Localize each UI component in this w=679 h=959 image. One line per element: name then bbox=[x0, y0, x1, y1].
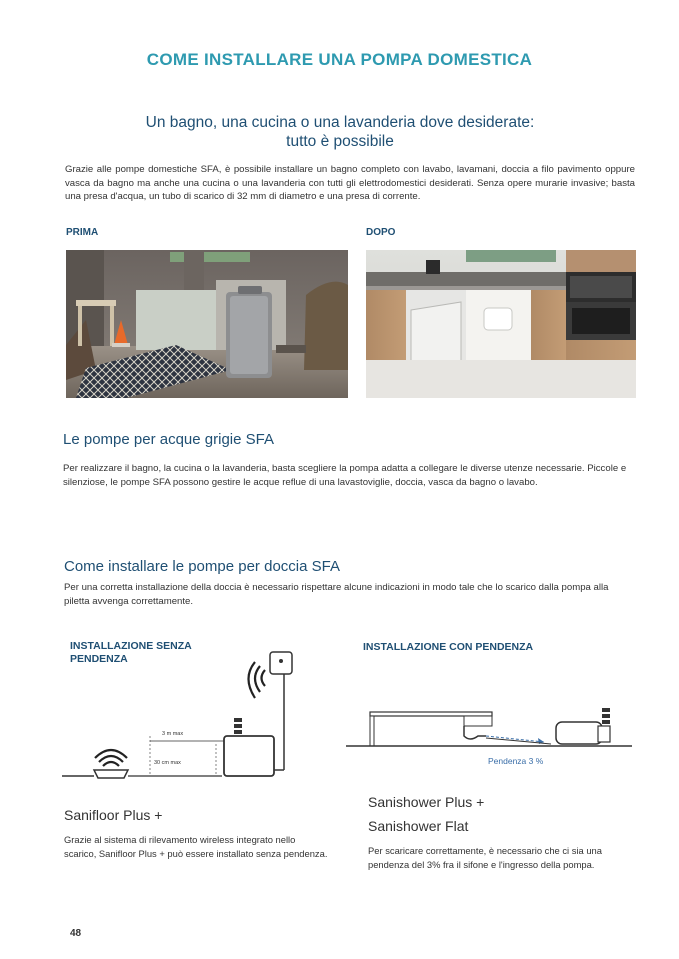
after-label: DOPO bbox=[366, 227, 396, 238]
install-left-label-line-2: PENDENZA bbox=[70, 653, 128, 665]
intro-paragraph: Grazie alle pompe domestiche SFA, è possibile installare un bagno completo con lavabo, lavamani, doccia a filo pavimento oppure vasca da bagno ma anche una cucina o una lavanderia con tutti gli elettrodomestici desiderati. Senza opere murarie invasive; basta una presa d'acqua, un tubo di scarico di 32 mm di diametro e una presa di corrente. bbox=[65, 164, 635, 202]
subtitle-line-1: Un bagno, una cucina o una lavanderia dove desiderate: bbox=[145, 114, 535, 131]
before-photo bbox=[66, 250, 348, 398]
sanifloor-description: Grazie al sistema di rilevamento wireless integrato nello scarico, Sanifloor Plus + può essere installato senza pendenza. bbox=[64, 834, 328, 859]
install-right-label: INSTALLAZIONE CON PENDENZA bbox=[363, 641, 534, 653]
sanishower-plus-name: Sanishower Plus + bbox=[368, 794, 485, 810]
sanishower-product-names bbox=[368, 790, 484, 838]
shower-paragraph: Per una corretta installazione della doccia è necessario rispettare alcune indicazioni in modo tale che lo scarico dalla pompa alla piletta avvenga correttamente. bbox=[64, 582, 609, 607]
after-photo bbox=[366, 250, 636, 398]
subtitle bbox=[60, 113, 620, 151]
shower-heading: Come installare le pompe per doccia SFA bbox=[64, 558, 340, 575]
dim-length-label: 3 m max bbox=[162, 731, 184, 737]
grey-water-paragraph: Per realizzare il bagno, la cucina o la lavanderia, basta scegliere la pompa adatta a collegare le diverse utenze necessarie. Piccole e silenziose, le pompe SFA possono gestire le acque reflue di una lavastoviglie, doccia, vasca da bagno o lavabo. bbox=[63, 463, 627, 488]
grey-water-heading: Le pompe per acque grigie SFA bbox=[63, 431, 274, 448]
install-left-label-line-1: INSTALLAZIONE SENZA bbox=[70, 640, 192, 652]
install-left-diagram bbox=[62, 648, 308, 780]
install-right-diagram bbox=[346, 700, 632, 752]
sanifloor-product-name: Sanifloor Plus + bbox=[64, 807, 163, 823]
subtitle-line-2: tutto è possibile bbox=[286, 133, 394, 150]
dim-height-label: 30 cm max bbox=[154, 760, 181, 766]
sanishower-description: Per scaricare correttamente, è necessario che ci sia una pendenza del 3% fra il sifone e l'ingresso della pompa. bbox=[368, 845, 602, 870]
page-title: COME INSTALLARE UNA POMPA DOMESTICA bbox=[146, 50, 533, 69]
sanishower-flat-name: Sanishower Flat bbox=[368, 818, 469, 834]
page-number: 48 bbox=[70, 928, 82, 939]
before-label: PRIMA bbox=[66, 227, 99, 238]
slope-label: Pendenza 3 % bbox=[488, 756, 544, 766]
